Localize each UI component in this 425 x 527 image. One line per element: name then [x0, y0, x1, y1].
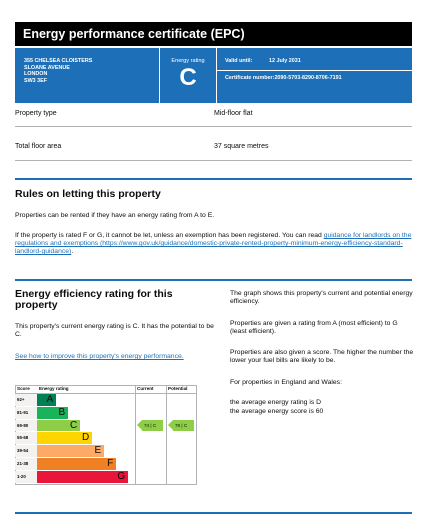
- rules-exemption-paragraph: [15, 232, 412, 257]
- band-bar-a: [37, 394, 56, 406]
- band-bar-g: [37, 471, 128, 483]
- property-type-label: Property type: [15, 110, 57, 117]
- chart-column-divider: [166, 385, 167, 485]
- certificate-number-value: 2090-5703-8290-8706-7191: [274, 75, 342, 81]
- property-address: [24, 58, 92, 84]
- page-title: Energy performance certificate (EPC): [15, 22, 412, 46]
- band-letter: F: [107, 458, 114, 469]
- energy-rating-header: Energy rating: [39, 386, 69, 391]
- rules-paragraph: Properties can be rented if they have an energy rating from A to E.: [15, 212, 215, 219]
- floor-area-value: 37 square metres: [214, 143, 269, 150]
- band-letter: E: [94, 445, 102, 457]
- valid-until-label: Valid until:: [225, 58, 253, 64]
- landlord-guidance-link[interactable]: guidance for landlords on the regulations and exemptions (https://www.gov.uk/guidance/domestic-private-rented-property-minimum-energy-efficiency-standard-landlord-guidance): [15, 232, 412, 256]
- band-bar-e: [37, 445, 104, 457]
- band-score-label: 21-38: [15, 458, 37, 470]
- energy-rating-value: C: [179, 64, 197, 91]
- potential-rating-arrow-pointer: [168, 420, 173, 430]
- band-score-label: 39-54: [15, 445, 37, 457]
- band-score-label: 1-20: [15, 471, 37, 483]
- rules-heading: Rules on letting this property: [15, 188, 161, 200]
- band-letter: C: [69, 419, 78, 431]
- energy-rating-box: [159, 48, 217, 103]
- energy-rating-label: Energy rating: [171, 58, 205, 64]
- band-letter: A: [46, 394, 54, 405]
- band-letter: B: [58, 406, 66, 418]
- section-divider: [15, 178, 412, 180]
- band-bar-d: [37, 432, 92, 444]
- potential-header: Potential: [168, 386, 188, 391]
- current-rating-arrow-pointer: [137, 420, 142, 430]
- improve-performance-link[interactable]: See how to improve this property's energy performance.: [15, 353, 184, 360]
- valid-until: [225, 58, 301, 64]
- floor-area-label: Total floor area: [15, 143, 62, 150]
- certificate-number-label: Certificate number:: [225, 75, 275, 81]
- certificate-number: [225, 75, 342, 81]
- valid-until-value: 12 July 2031: [269, 58, 301, 64]
- band-letter: G: [117, 470, 126, 482]
- current-rating-arrow: 74 | C: [142, 420, 163, 432]
- england-wales-label: For properties in England and Wales:: [230, 379, 342, 386]
- certificate-summary-box: [15, 48, 412, 103]
- energy-rating-chart: [15, 385, 197, 497]
- efficiency-paragraph: This property's current energy rating is C. It has the potential to be C.: [15, 323, 214, 339]
- average-rating: the average energy rating is D: [230, 399, 322, 406]
- address-line: SW3 3EF: [24, 77, 48, 84]
- band-bar-c: [37, 420, 80, 432]
- chart-column-divider: [135, 385, 136, 485]
- section-divider: [15, 279, 412, 281]
- rules-exemption-suffix: .: [71, 248, 74, 256]
- potential-rating-arrow: 78 | C: [173, 420, 194, 432]
- rating-explanation: Properties are given a rating from A (most efficient) to G (least efficient).: [230, 320, 398, 336]
- current-header: Current: [137, 386, 154, 391]
- band-score-label: 92+: [15, 394, 37, 406]
- band-bar-f: [37, 458, 116, 470]
- address-line: 355 CHELSEA CLOISTERS: [24, 58, 93, 64]
- property-type-value: Mid-floor flat: [214, 110, 253, 117]
- address-line: SLOANE AVENUE: [24, 64, 70, 71]
- band-bar-b: [37, 407, 68, 419]
- rules-exemption-text: If the property is rated F or G, it cannot be let, unless an exemption has been registered. You can read: [15, 232, 322, 239]
- graph-explanation: The graph shows this property's current and potential energy efficiency.: [230, 290, 413, 306]
- divider: [15, 126, 412, 127]
- score-explanation: Properties are also given a score. The higher the number the lower your fuel bills are likely to be.: [230, 349, 414, 365]
- efficiency-heading: Energy efficiency rating for this property: [15, 288, 173, 311]
- address-line: LONDON: [24, 71, 48, 78]
- band-score-label: 69-80: [15, 420, 37, 432]
- band-letter: D: [81, 432, 90, 444]
- section-divider: [15, 512, 412, 514]
- score-header: Score: [17, 386, 30, 391]
- band-score-label: 81-91: [15, 407, 37, 419]
- band-score-label: 55-68: [15, 432, 37, 444]
- average-score: the average energy score is 60: [230, 408, 324, 415]
- divider: [217, 70, 412, 71]
- divider: [15, 160, 412, 161]
